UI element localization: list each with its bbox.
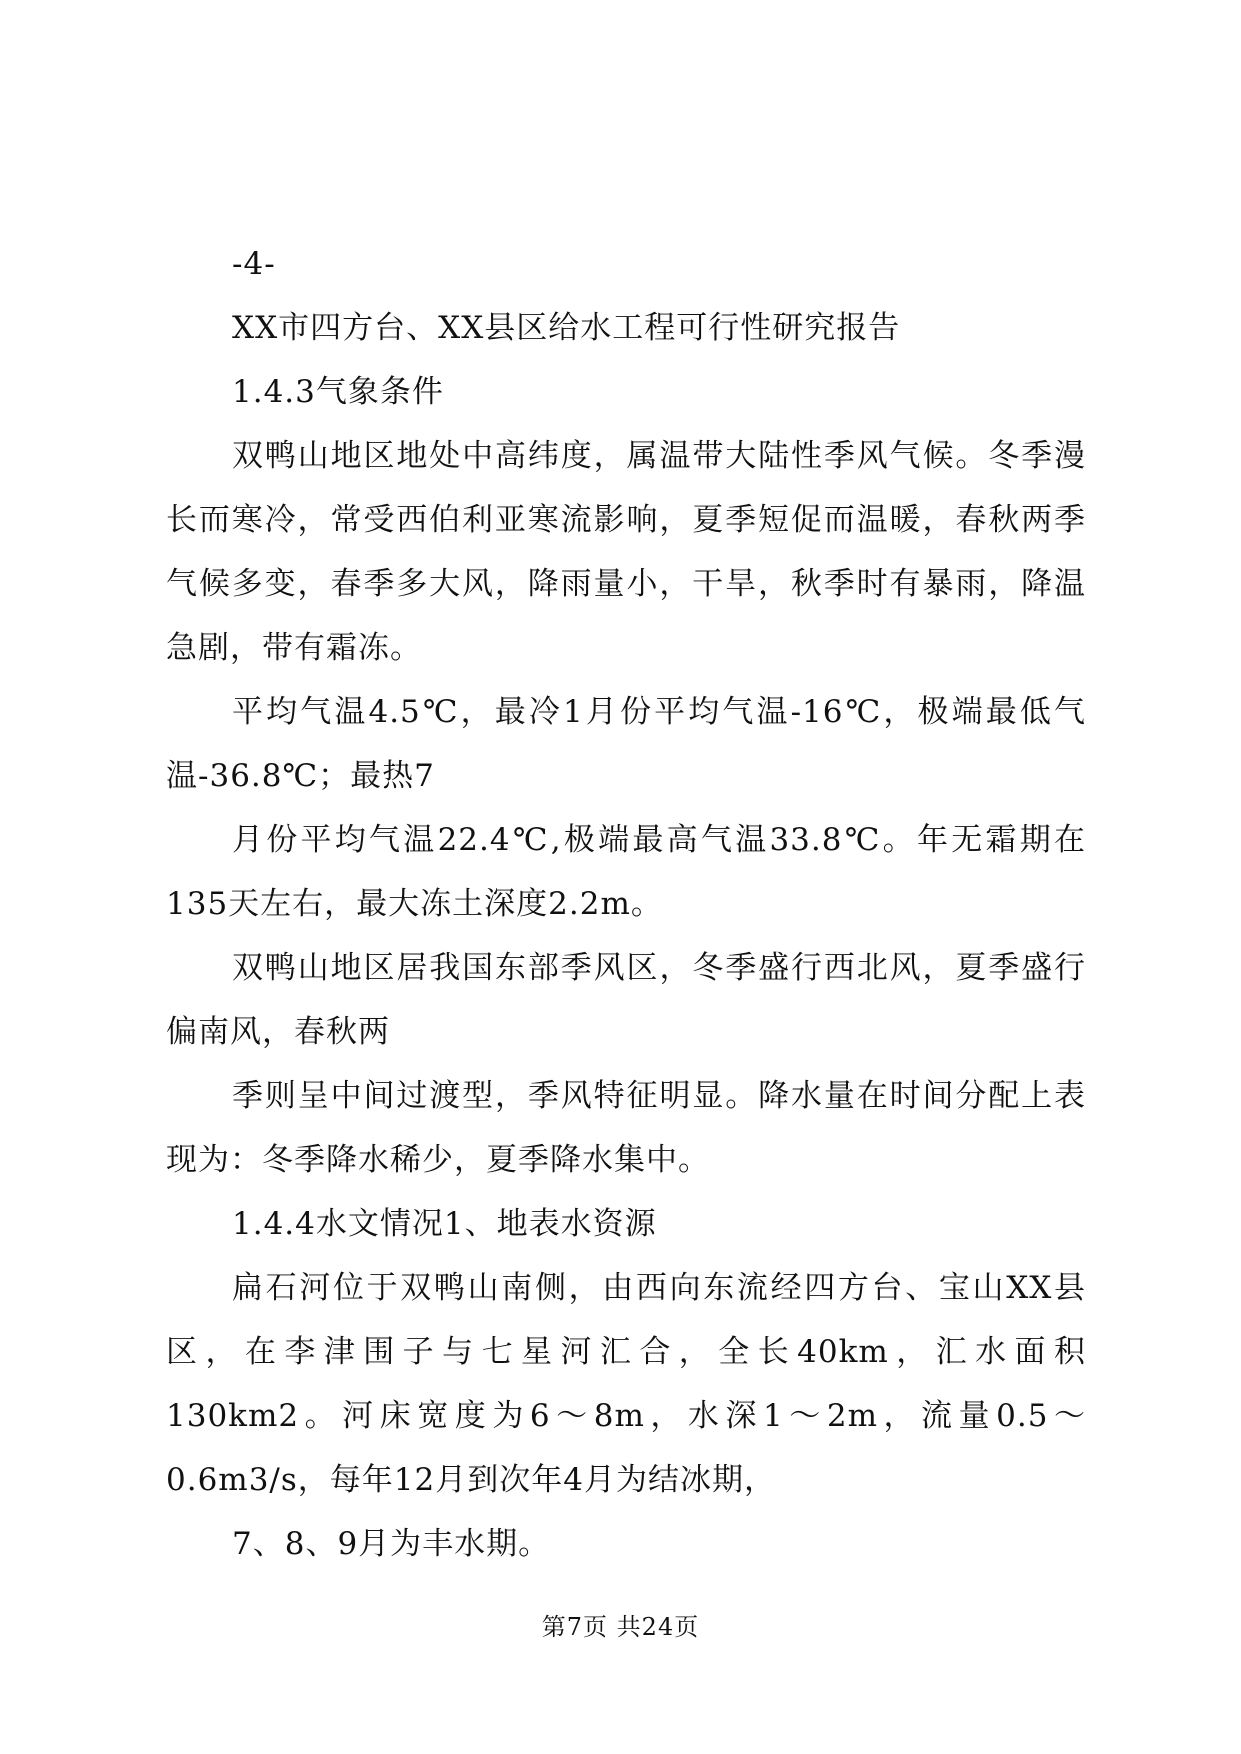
paragraph-temperature: 平均气温4.5℃，最冷1月份平均气温-16℃，极端最低气温-36.8℃；最热7 [166, 694, 1086, 794]
paragraph-climate-overview: 双鸭山地区地处中高纬度，属温带大陆性季风气候。冬季漫长而寒冷，常受西伯利亚寒流影响，夏季短促而温暖，春秋两季气候多变，春季多大风，降雨量小，干旱，秋季时有暴雨，降温急剧，带有霜冻。 [166, 438, 1086, 666]
page-marker: -4- [232, 246, 276, 282]
paragraph-river: 扁石河位于双鸭山南侧，由西向东流经四方台、宝山XX县区，在李津围子与七星河汇合，全长40km，汇水面积130km2。河床宽度为6～8m，水深1～2m，流量0.5～0.6m3/s，每年12月到次年4月为结冰期， [166, 1270, 1086, 1498]
paragraph-temperature-continued: 月份平均气温22.4℃,极端最高气温33.8℃。年无霜期在135天左右，最大冻土深度2.2m。 [166, 822, 1086, 922]
page-number-label: 第7页 共24页 [541, 1613, 700, 1641]
page-footer [0, 1612, 1241, 1642]
paragraph-flood-season: 7、8、9月为丰水期。 [232, 1526, 551, 1562]
section-heading-hydrology: 1.4.4水文情况1、地表水资源 [232, 1206, 657, 1242]
paragraph-monsoon-continued: 季则呈中间过渡型，季风特征明显。降水量在时间分配上表现为：冬季降水稀少，夏季降水集中。 [166, 1078, 1086, 1178]
paragraph-monsoon: 双鸭山地区居我国东部季风区，冬季盛行西北风，夏季盛行偏南风，春秋两 [166, 950, 1086, 1050]
report-title: XX市四方台、XX县区给水工程可行性研究报告 [232, 310, 901, 346]
section-heading-climate: 1.4.3气象条件 [232, 374, 444, 410]
document-body [166, 232, 1086, 1576]
